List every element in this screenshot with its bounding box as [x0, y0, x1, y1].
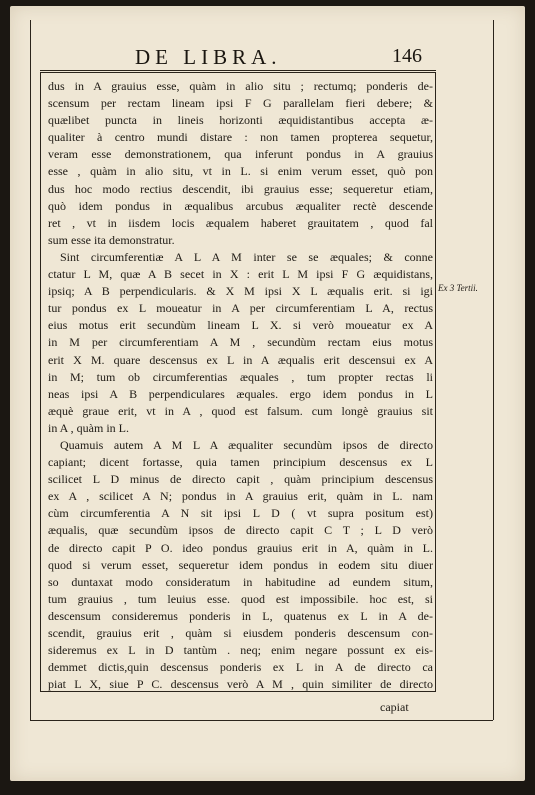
- outer-bottom-rule: [30, 720, 493, 721]
- paragraph-2: [48, 249, 433, 437]
- text-line: veram esse demonstrationem, qua inferunt pondus in A grauius: [48, 147, 433, 162]
- text-line: sum esse ita demonstratur.: [48, 232, 175, 247]
- text-line: de directo capit P O. ideo pondus grauius erit in A, quàm in L.: [48, 540, 433, 555]
- text-line: quod si verum esset, sequeretur idem pondus in eodem situ diuer: [48, 557, 433, 572]
- text-line: neas ipsi A B perpendiculares æquales. ergo idem pondus in L: [48, 386, 433, 401]
- text-line: in M per circumferentiam A M , secundùm rectam eius motus: [48, 335, 433, 350]
- text-line: qualiter à centro mundi distare : non tamen propterea sequetur,: [48, 130, 433, 145]
- text-line: demmet dictis,quin descensus ponderis ex L in A de directo ca: [48, 660, 433, 675]
- text-line: in M; tum ob circumferentias æquales , tum propter rectas li: [48, 369, 433, 384]
- text-line: piat L X, siue P C. descensus verò A M , quin similiter de directo: [48, 677, 433, 692]
- running-title: DE LIBRA.: [135, 45, 282, 69]
- text-line: quò idem pondus in æqualibus arcubus æqualiter rectè descende: [48, 198, 433, 213]
- text-line: ex A , scilicet A N; pondus in A grauius erit, quàm in L. nam: [48, 489, 433, 504]
- outer-left-rule: [30, 20, 31, 720]
- text-line: ctatur L M, quæ A B secet in X : erit L M ipsi F G æquidistans,: [48, 267, 433, 282]
- text-line: Sint circumferentiæ A L A M inter se se æquales; & conne: [60, 249, 433, 264]
- text-line: eius motus erit secundùm lineam L X. si verò moueatur ex A: [48, 318, 433, 333]
- paragraph-1: [48, 78, 433, 249]
- text-line: ret , vt in iisdem locis æqualem haberet grauitatem , quod fal: [48, 215, 433, 230]
- text-line: so duntaxat modo consideratum in habitudine ad eundem situm,: [48, 574, 433, 589]
- text-line: tur pondus ex L moueatur in A per circumferentiam L A, rectus: [48, 301, 433, 316]
- text-line: dus in A grauius esse, quàm in alio situ ; rectumq; ponderis de-: [48, 79, 433, 93]
- text-line: tum grauius , tum leuius esse. quod est impossibile. hoc est, si: [48, 591, 433, 606]
- text-line: quælibet puncta in lineis horizonti æquidistantibus accepta æ-: [48, 113, 433, 128]
- text-line: descensum consideremus ponderis in L, quatenus ex L in A de-: [48, 608, 433, 623]
- text-line: esse , quàm in alio situ, vt in L. si enim verum esset, quò pon: [48, 164, 433, 179]
- text-line: scensum per rectam lineam ipsi F G parallelam fieri debere; &: [48, 96, 433, 111]
- text-line: æqualis, quæ secundùm ipsos de directo capit C T ; L D verò: [48, 523, 433, 538]
- text-line: capiant; dicent fortasse, quia tamen principium descensus ex L: [48, 455, 433, 470]
- catchword: capiat: [380, 700, 409, 714]
- text-line: dus hoc modo rectius descendit, ibi grauius esse; sequeretur etiam,: [48, 181, 433, 196]
- text-line: ipsiq; A B perpendicularis. & X M ipsi X L æqualis erit. si igi: [48, 284, 433, 299]
- text-line: cùm circumferentia A N sit ipsi L D ( vt supra positum est): [48, 506, 433, 521]
- text-line: scilicet L D minus de directo capit , quàm principium descensus: [48, 472, 433, 487]
- text-line: sideremus ex L in D tantùm . neq; enim negare possunt ex eis-: [48, 643, 433, 658]
- body-text: [48, 78, 433, 693]
- header-rule: [40, 70, 436, 71]
- outer-right-rule: [493, 20, 494, 720]
- margin-note: Ex 3 Tertii.: [438, 283, 478, 293]
- paragraph-3: [48, 437, 433, 693]
- page-number: 146: [392, 45, 422, 67]
- text-line: erit X M. quare descensus ex L in A æqualis erit descensui ex A: [48, 352, 433, 367]
- text-line: in A , quàm in L.: [48, 420, 129, 435]
- text-line: scendit, grauius erit , quàm si eiusdem ponderis descensum con-: [48, 626, 433, 640]
- text-line: æquè graue erit, vt in A , quod est falsum. cum longè grauius sit: [48, 403, 433, 418]
- text-line: Quamuis autem A M L A æqualiter secundùm ipsos de directo: [60, 437, 433, 452]
